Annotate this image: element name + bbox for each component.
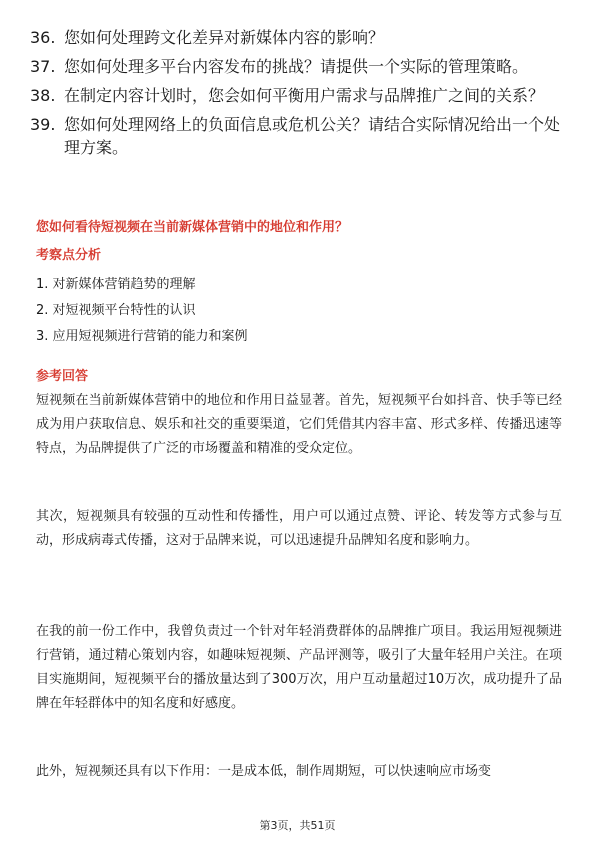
question-text: 您如何处理跨文化差异对新媒体内容的影响？ (64, 28, 385, 47)
question-number: 39. (30, 115, 56, 134)
list-item (30, 26, 570, 49)
question-text: 您如何处理多平台内容发布的挑战？请提供一个实际的管理策略。 (64, 57, 529, 76)
list-item: 3. 应用短视频进行营销的能力和案例 (36, 329, 248, 344)
question-number: 37. (30, 57, 56, 76)
answer-paragraph: 其次，短视频具有较强的互动性和传播性，用户可以通过点赞、评论、转发等方式参与互动，形成病毒式传播，这对于品牌来说，可以迅速提升品牌知名度和影响力。 (36, 509, 562, 548)
list-item (30, 55, 570, 78)
question-number: 38. (30, 86, 56, 105)
question-number: 36. (30, 28, 56, 47)
analysis-heading: 考察点分析 (36, 248, 102, 263)
section-title: 您如何看待短视频在当前新媒体营销中的地位和作用？ (36, 220, 349, 235)
list-item (30, 84, 570, 107)
list-item (30, 113, 570, 159)
answer-paragraph: 在我的前一份工作中，我曾负责过一个针对年轻消费群体的品牌推广项目。我运用短视频进行营销，通过精心策划内容，如趣味短视频、产品评测等，吸引了大量年轻用户关注。在项目实施期间，短视频平台的播放量达到了300万次，用户互动量超过10万次，成功提升了品牌在年轻群体中的知名度和好感度。 (36, 624, 562, 711)
answer-paragraph: 此外，短视频还具有以下作用：一是成本低，制作周期短，可以快速响应市场变 (36, 764, 492, 779)
analysis-points (36, 276, 566, 354)
answer-paragraph: 短视频在当前新媒体营销中的地位和作用日益显著。首先，短视频平台如抖音、快手等已经成为用户获取信息、娱乐和社交的重要渠道，它们凭借其内容丰富、形式多样、传播迅速等特点，为品牌提供了广泛的市场覆盖和精准的受众定位。 (36, 393, 562, 456)
list-item: 2. 对短视频平台特性的认识 (36, 303, 196, 318)
page-number: 第3页，共51页 (259, 819, 336, 832)
question-text: 您如何处理网络上的负面信息或危机公关？请结合实际情况给出一个处理方案。 (64, 115, 561, 157)
question-text: 在制定内容计划时，您会如何平衡用户需求与品牌推广之间的关系？ (64, 86, 545, 105)
question-list (30, 26, 570, 165)
list-item: 1. 对新媒体营销趋势的理解 (36, 277, 196, 292)
answer-heading: 参考回答 (36, 369, 89, 384)
